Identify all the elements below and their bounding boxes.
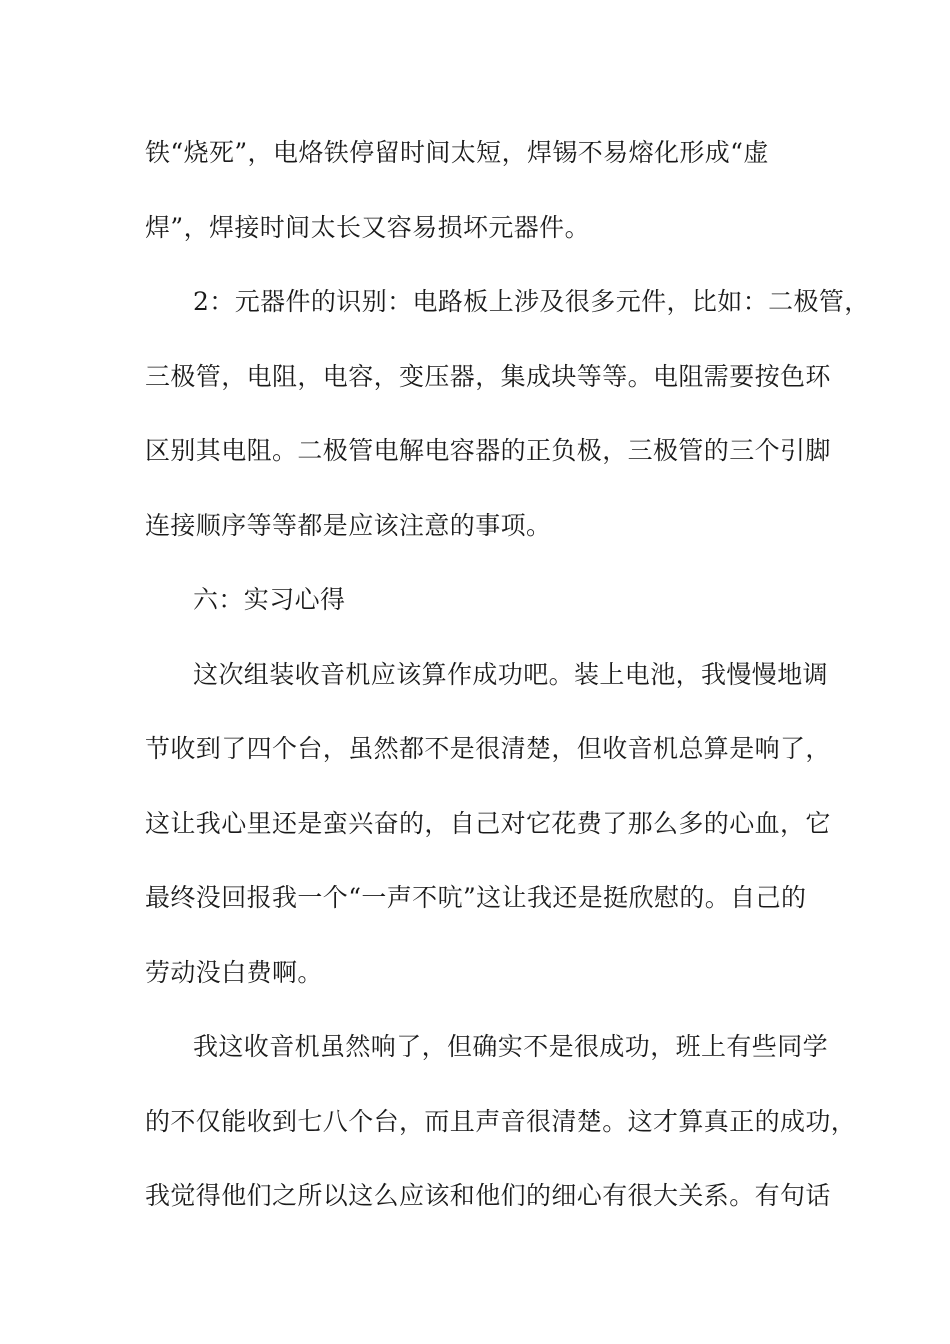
section-heading: 六：实习心得 [193,585,346,614]
text-line: 节收到了四个台，虽然都不是很清楚，但收音机总算是响了， [145,734,831,763]
text-line: 我这收音机虽然响了，但确实不是很成功，班上有些同学 [193,1032,829,1061]
text-line: 这次组装收音机应该算作成功吧。装上电池，我慢慢地调 [193,660,829,689]
text-line: 这让我心里还是蛮兴奋的，自己对它花费了那么多的心血，它 [145,809,831,838]
text-line: 劳动没白费啊。 [145,958,323,987]
text-line: 区别其电阻。二极管电解电容器的正负极，三极管的三个引脚 [145,436,831,465]
text-line: 铁“烧死”，电烙铁停留时间太短，焊锡不易熔化形成“虚 [145,138,769,167]
text-line: 我觉得他们之所以这么应该和他们的细心有很大关系。有句话 [145,1181,831,1210]
text-line: 最终没回报我一个“一声不吭”这让我还是挺欣慰的。自己的 [145,883,807,912]
text-line: 焊”，焊接时间太长又容易损坏元器件。 [145,213,590,242]
text-line: 的不仅能收到七八个台，而且声音很清楚。这才算真正的成功， [145,1107,857,1136]
text-line: 2：元器件的识别：电路板上涉及很多元件，比如：二极管， [193,287,870,316]
text-line: 连接顺序等等都是应该注意的事项。 [145,511,552,540]
text-line: 三极管，电阻，电容，变压器，集成块等等。电阻需要按色环 [145,362,831,391]
